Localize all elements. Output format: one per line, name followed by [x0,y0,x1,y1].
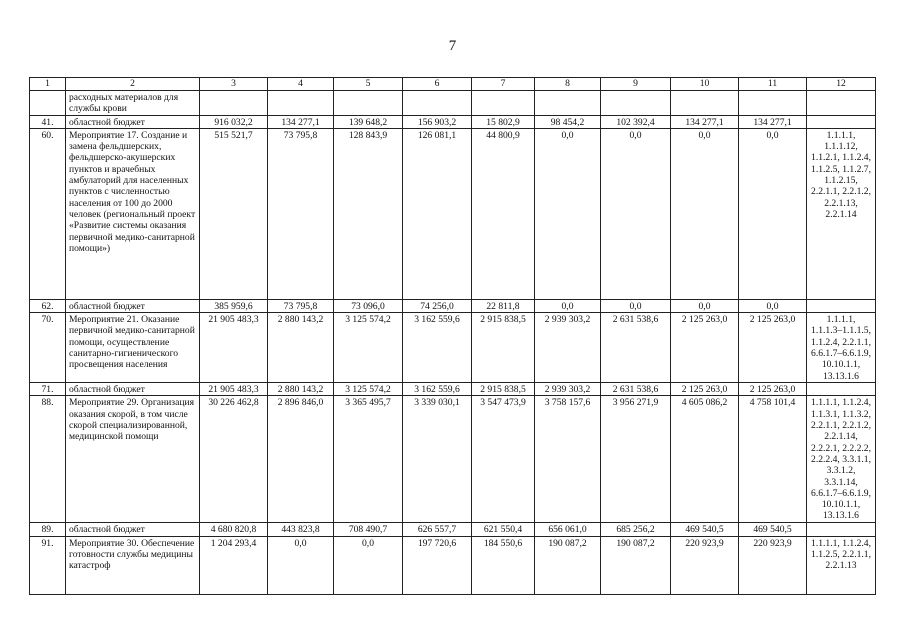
amount-cell: 0,0 [601,128,671,299]
amount-cell: 2 939 303,2 [535,313,601,383]
amount-cell: 656 061,0 [535,523,601,536]
amount-cell: 134 277,1 [671,115,739,128]
amount-cell: 685 256,2 [601,523,671,536]
row-number [30,91,66,116]
amount-cell: 626 557,7 [403,523,472,536]
row-number: 60. [30,128,66,299]
amount-cell: 2 125 263,0 [671,313,739,383]
row-number: 62. [30,299,66,312]
amount-cell: 469 540,5 [739,523,807,536]
indicator-codes: 1.1.1.1, 1.1.1.12, 1.1.2.1, 1.1.2.4, 1.1.2.5, 1.1.2.7, 1.1.2.15, 2.2.1.1, 2.2.1.2, 2.2.1.13, 2.2.1.14 [807,128,876,299]
amount-cell: 0,0 [671,299,739,312]
indicator-codes [807,523,876,536]
amount-cell: 190 087,2 [535,536,601,594]
indicator-codes: 1.1.1.1, 1.1.2.4, 1.1.3.1, 1.1.3.2, 2.2.1.1, 2.2.1.2, 2.2.1.14, 2.2.2.1, 2.2.2.2, 2.2.2.4, 3.3.1.1, 3.3.1.2, 3.3.1.14, 6.6.1.7–6.6.1.9, 10.10.1.1, 13.13.1.6 [807,396,876,523]
row-number: 89. [30,523,66,536]
table-row [30,91,876,116]
table-row [30,396,876,523]
indicator-codes [807,115,876,128]
amount-cell: 4 605 086,2 [671,396,739,523]
row-number: 71. [30,383,66,396]
amount-cell: 190 087,2 [601,536,671,594]
amount-cell: 1 204 293,4 [200,536,268,594]
amount-cell [403,91,472,116]
amount-cell: 3 339 030,1 [403,396,472,523]
amount-cell: 3 956 271,9 [601,396,671,523]
amount-cell: 3 365 495,7 [334,396,403,523]
amount-cell: 30 226 462,8 [200,396,268,523]
amount-cell: 0,0 [268,536,334,594]
table-row [30,299,876,312]
amount-cell: 469 540,5 [671,523,739,536]
amount-cell [268,91,334,116]
amount-cell: 73 096,0 [334,299,403,312]
amount-cell: 134 277,1 [739,115,807,128]
amount-cell: 184 550,6 [472,536,535,594]
amount-cell: 3 547 473,9 [472,396,535,523]
amount-cell: 3 125 574,2 [334,313,403,383]
column-header: 7 [472,78,535,91]
table-row [30,115,876,128]
amount-cell: 3 125 574,2 [334,383,403,396]
amount-cell: 73 795,8 [268,299,334,312]
column-header: 6 [403,78,472,91]
amount-cell: 2 939 303,2 [535,383,601,396]
amount-cell: 3 162 559,6 [403,313,472,383]
amount-cell: 916 032,2 [200,115,268,128]
amount-cell: 3 162 559,6 [403,383,472,396]
row-description: областной бюджет [66,115,200,128]
amount-cell: 2 631 538,6 [601,313,671,383]
amount-cell [671,91,739,116]
amount-cell: 2 915 838,5 [472,383,535,396]
column-header: 1 [30,78,66,91]
amount-cell: 4 758 101,4 [739,396,807,523]
column-header: 8 [535,78,601,91]
indicator-codes [807,91,876,116]
row-number: 41. [30,115,66,128]
column-header: 10 [671,78,739,91]
indicator-codes [807,383,876,396]
amount-cell: 134 277,1 [268,115,334,128]
amount-cell: 4 680 820,8 [200,523,268,536]
column-header: 3 [200,78,268,91]
amount-cell [200,91,268,116]
amount-cell: 0,0 [739,299,807,312]
amount-cell: 0,0 [739,128,807,299]
amount-cell: 0,0 [334,536,403,594]
header-row [30,78,876,91]
amount-cell: 156 903,2 [403,115,472,128]
amount-cell: 98 454,2 [535,115,601,128]
amount-cell: 2 915 838,5 [472,313,535,383]
column-header: 11 [739,78,807,91]
row-description: Мероприятие 29. Организация оказания скорой, в том числе скорой специализированной, медицинской помощи [66,396,200,523]
amount-cell: 2 125 263,0 [739,313,807,383]
row-description: Мероприятие 17. Создание и замена фельдшерских, фельдшерско-акушерских пунктов и врачебных амбулаторий для населенных пунктов с численностью населения от 100 до 2000 человек (региональный проект «Развитие системы оказания первичной медико-санитарной помощи») [66,128,200,299]
budget-table [29,77,876,595]
amount-cell: 515 521,7 [200,128,268,299]
column-header: 5 [334,78,403,91]
row-number: 88. [30,396,66,523]
amount-cell: 2 880 143,2 [268,383,334,396]
row-description: областной бюджет [66,299,200,312]
amount-cell: 73 795,8 [268,128,334,299]
table-row [30,313,876,383]
amount-cell [601,91,671,116]
amount-cell: 708 490,7 [334,523,403,536]
amount-cell [535,91,601,116]
amount-cell: 220 923,9 [739,536,807,594]
amount-cell: 139 648,2 [334,115,403,128]
amount-cell: 2 880 143,2 [268,313,334,383]
amount-cell: 44 800,9 [472,128,535,299]
indicator-codes: 1.1.1.1, 1.1.2.4, 1.1.2.5, 2.2.1.1, 2.2.1.13 [807,536,876,594]
column-header: 2 [66,78,200,91]
amount-cell: 621 550,4 [472,523,535,536]
amount-cell: 2 125 263,0 [671,383,739,396]
amount-cell: 22 811,8 [472,299,535,312]
row-description: областной бюджет [66,383,200,396]
amount-cell: 2 125 263,0 [739,383,807,396]
column-header: 9 [601,78,671,91]
amount-cell: 15 802,9 [472,115,535,128]
indicator-codes [807,299,876,312]
amount-cell: 220 923,9 [671,536,739,594]
row-description: Мероприятие 30. Обеспечение готовности службы медицины катастроф [66,536,200,594]
amount-cell: 197 720,6 [403,536,472,594]
indicator-codes: 1.1.1.1, 1.1.1.3–1.1.1.5, 1.1.2.4, 2.2.1.1, 6.6.1.7–6.6.1.9, 10.10.1.1, 13.13.1.6 [807,313,876,383]
row-number: 91. [30,536,66,594]
amount-cell: 2 896 846,0 [268,396,334,523]
amount-cell: 0,0 [535,128,601,299]
column-header: 12 [807,78,876,91]
table-row [30,523,876,536]
amount-cell: 126 081,1 [403,128,472,299]
table-row [30,128,876,299]
row-number: 70. [30,313,66,383]
column-header: 4 [268,78,334,91]
amount-cell: 0,0 [671,128,739,299]
row-description: Мероприятие 21. Оказание первичной медико-санитарной помощи, осуществление санитарно-гигиенического просвещения населения [66,313,200,383]
amount-cell [739,91,807,116]
row-description: расходных материалов для службы крови [66,91,200,116]
table-row [30,536,876,594]
amount-cell: 0,0 [601,299,671,312]
amount-cell: 102 392,4 [601,115,671,128]
amount-cell [334,91,403,116]
amount-cell: 128 843,9 [334,128,403,299]
amount-cell: 21 905 483,3 [200,383,268,396]
table-row [30,383,876,396]
amount-cell: 3 758 157,6 [535,396,601,523]
amount-cell: 21 905 483,3 [200,313,268,383]
amount-cell: 74 256,0 [403,299,472,312]
row-description: областной бюджет [66,523,200,536]
amount-cell: 0,0 [535,299,601,312]
amount-cell: 443 823,8 [268,523,334,536]
amount-cell: 2 631 538,6 [601,383,671,396]
amount-cell: 385 959,6 [200,299,268,312]
page-number: 7 [448,38,457,54]
amount-cell [472,91,535,116]
